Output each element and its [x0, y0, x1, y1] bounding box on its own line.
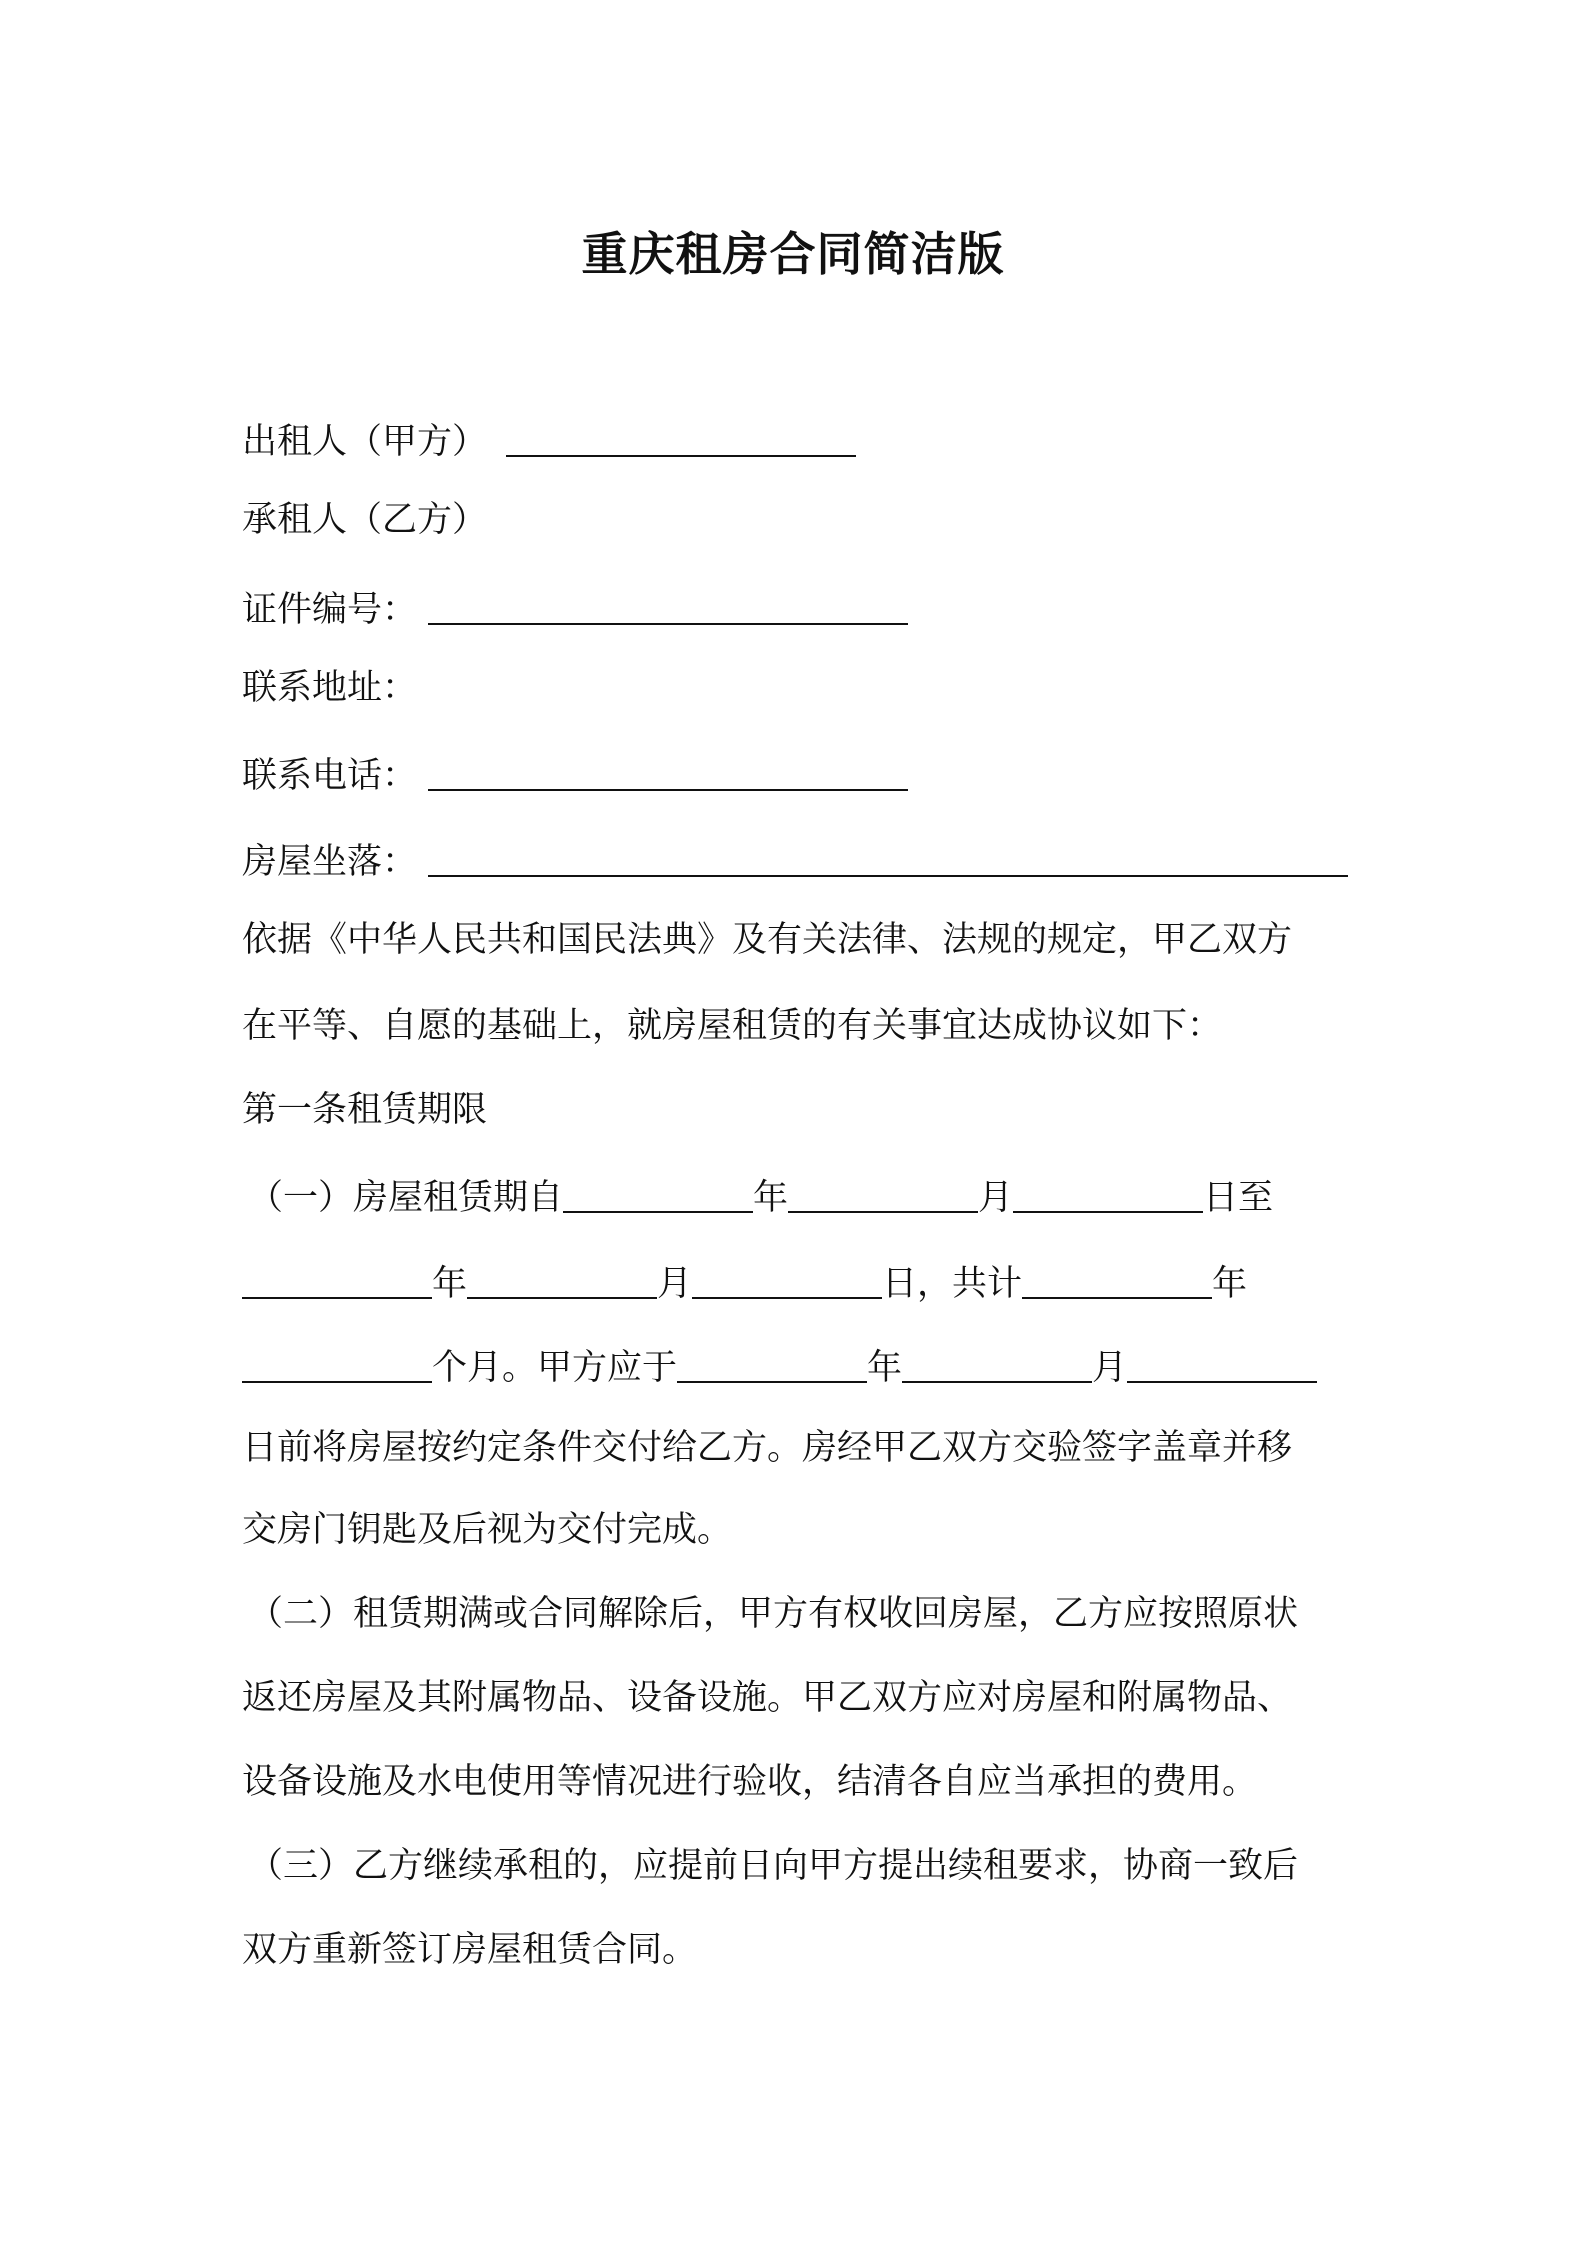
clause-3-line: 双方重新签订房屋租赁合同。 — [242, 1930, 698, 1970]
clause-1-line-2 — [242, 1262, 1247, 1306]
clause-text: 年 — [753, 1178, 789, 1218]
property-location-blank — [428, 845, 1348, 877]
year-blank — [677, 1351, 867, 1383]
clause-text: 年 — [867, 1348, 903, 1388]
phone-blank — [428, 759, 908, 791]
clause-text: （一）房屋租赁期自 — [248, 1178, 564, 1218]
clause-text: 个月。甲方应于 — [432, 1348, 678, 1388]
day-blank — [1013, 1181, 1203, 1213]
clause-text: 月 — [657, 1264, 693, 1304]
property-location-label: 房屋坐落： — [242, 842, 418, 882]
lessor-blank — [506, 425, 856, 457]
property-location-field — [242, 840, 1348, 884]
clause-text: 月 — [978, 1178, 1014, 1218]
lessor-label: 出租人（甲方） — [242, 422, 488, 462]
clause-1-line-3 — [242, 1346, 1317, 1390]
day-blank — [1127, 1351, 1317, 1383]
clause-text: 月 — [1092, 1348, 1128, 1388]
id-number-blank — [428, 593, 908, 625]
year-blank — [242, 1267, 432, 1299]
clause-text: 年 — [432, 1264, 468, 1304]
clause-1-line-5: 交房门钥匙及后视为交付完成。 — [242, 1510, 733, 1550]
year-blank — [563, 1181, 753, 1213]
months-blank — [242, 1351, 432, 1383]
clause-3-line: （三）乙方继续承租的，应提前日向甲方提出续租要求，协商一致后 — [248, 1846, 1299, 1886]
day-blank — [692, 1267, 882, 1299]
id-number-field — [242, 588, 908, 632]
month-blank — [902, 1351, 1092, 1383]
article-heading: 第一条租赁期限 — [242, 1090, 488, 1130]
phone-label: 联系电话： — [242, 756, 418, 796]
lessor-field — [242, 420, 856, 464]
month-blank — [788, 1181, 978, 1213]
document-title: 重庆租房合同简洁版 — [581, 227, 1005, 281]
clause-text: 年 — [1212, 1264, 1248, 1304]
total-years-blank — [1022, 1267, 1212, 1299]
lessee-label: 承租人（乙方） — [242, 500, 488, 540]
address-field — [242, 666, 417, 710]
preamble-line: 依据《中华人民共和国民法典》及有关法律、法规的规定，甲乙双方 — [242, 920, 1293, 960]
clause-text: 日至 — [1203, 1178, 1274, 1218]
clause-2-line: 设备设施及水电使用等情况进行验收，结清各自应当承担的费用。 — [242, 1762, 1258, 1802]
clause-2-line: 返还房屋及其附属物品、设备设施。甲乙双方应对房屋和附属物品、 — [242, 1678, 1293, 1718]
clause-text: 日，共计 — [882, 1264, 1023, 1304]
preamble-line: 在平等、自愿的基础上，就房屋租赁的有关事宜达成协议如下： — [242, 1006, 1223, 1046]
clause-2-line: （二）租赁期满或合同解除后，甲方有权收回房屋，乙方应按照原状 — [248, 1594, 1299, 1634]
id-number-label: 证件编号： — [242, 590, 418, 630]
month-blank — [467, 1267, 657, 1299]
lessee-field — [242, 498, 487, 542]
clause-1-line-1 — [248, 1176, 1273, 1220]
address-label: 联系地址： — [242, 668, 418, 708]
phone-field — [242, 754, 908, 798]
clause-1-line-4: 日前将房屋按约定条件交付给乙方。房经甲乙双方交验签字盖章并移 — [242, 1428, 1293, 1468]
